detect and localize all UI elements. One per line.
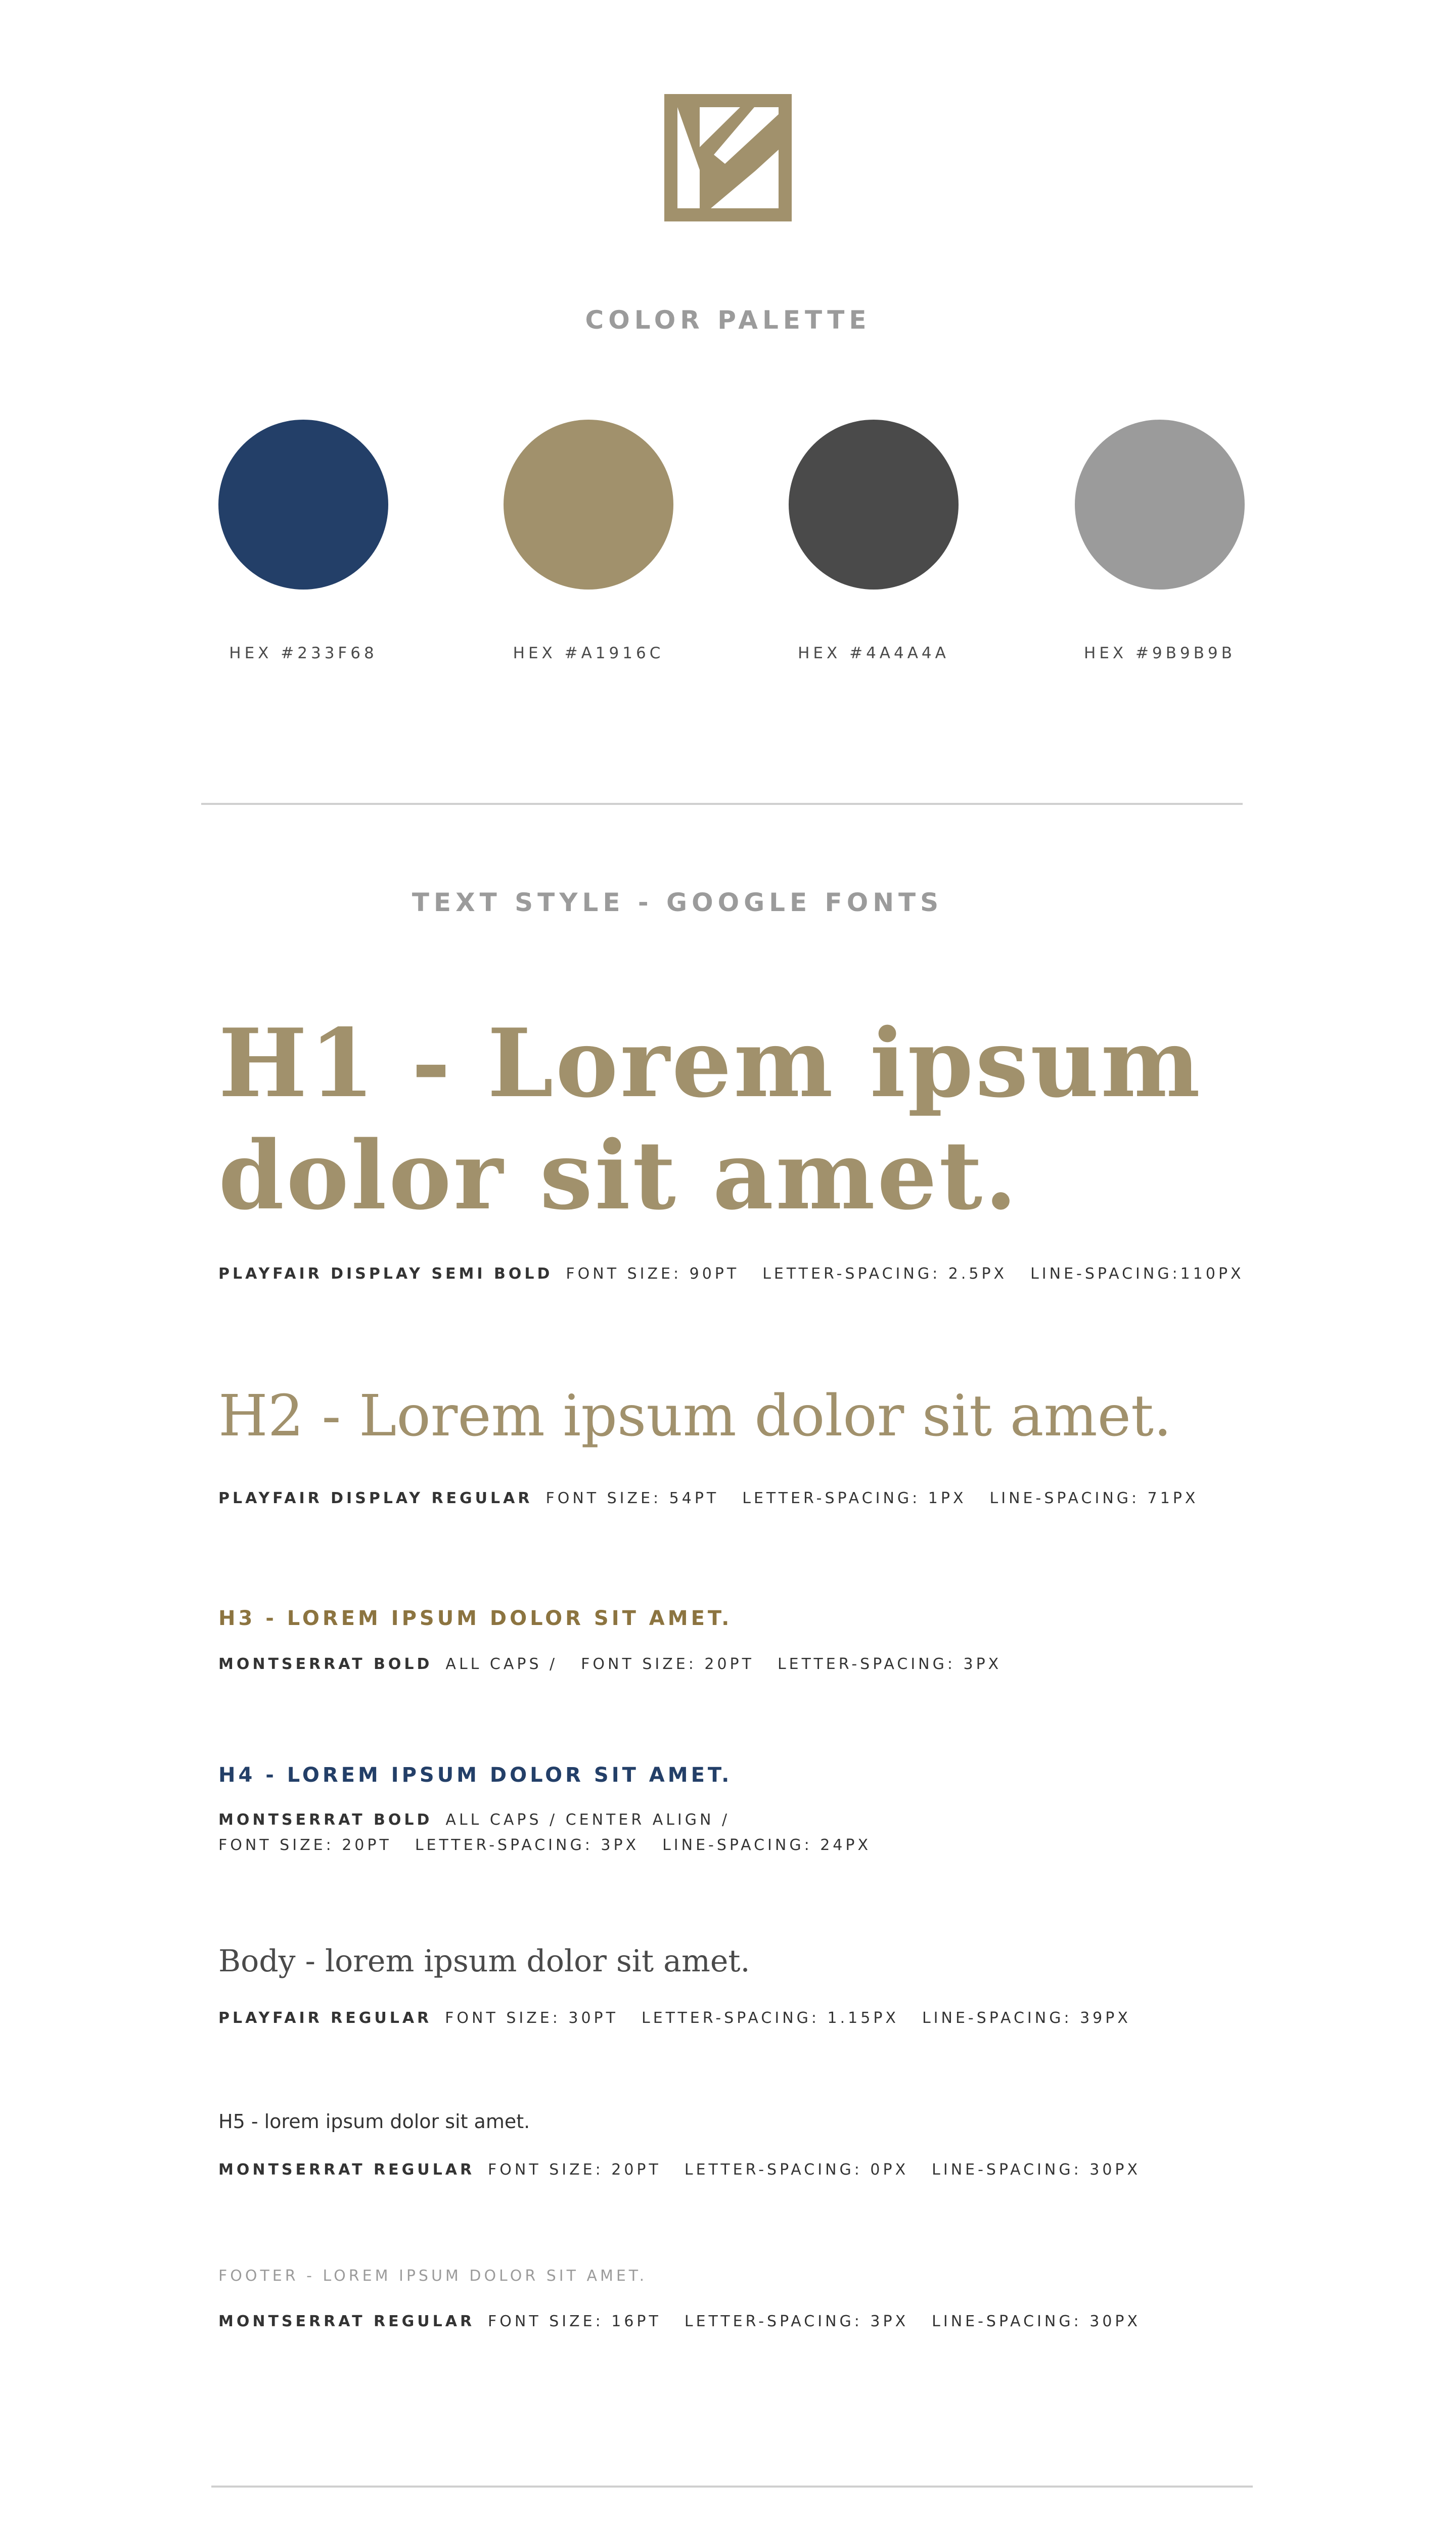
h3-sample: H3 - LOREM IPSUM DOLOR SIT AMET. (218, 1607, 733, 1630)
section-divider (201, 803, 1243, 805)
h1-font: PLAYFAIR DISPLAY SEMI BOLD (218, 1265, 553, 1283)
body-spec (218, 2009, 1154, 2027)
footer-line: LINE-SPACING: 30PX (932, 2313, 1141, 2330)
color-swatch-charcoal (789, 420, 959, 590)
h4-spec-line2 (218, 1836, 894, 1854)
h5-letter: LETTER-SPACING: 0PX (684, 2161, 909, 2179)
h2-line: LINE-SPACING: 71PX (989, 1489, 1199, 1507)
body-letter: LETTER-SPACING: 1.15PX (641, 2009, 899, 2027)
color-swatch-gold (504, 420, 673, 590)
h4-sample: H4 - LOREM IPSUM DOLOR SIT AMET. (218, 1764, 733, 1787)
h4-spec-line1 (218, 1811, 753, 1829)
h5-font: MONTSERRAT REGULAR (218, 2161, 475, 2179)
monogram-logo-icon (664, 94, 792, 221)
h1-letter: LETTER-SPACING: 2.5PX (762, 1265, 1008, 1283)
body-font: PLAYFAIR REGULAR (218, 2009, 432, 2027)
color-hex-gold: HEX #A1916C (513, 644, 664, 662)
h3-caps: ALL CAPS / (445, 1655, 558, 1673)
footer-size: FONT SIZE: 16PT (488, 2313, 661, 2330)
color-hex-charcoal: HEX #4A4A4A (798, 644, 949, 662)
text-style-title: TEXT STYLE - GOOGLE FONTS (412, 888, 943, 917)
h4-font: MONTSERRAT BOLD (218, 1811, 433, 1829)
color-swatch-navy (218, 420, 388, 590)
h2-letter: LETTER-SPACING: 1PX (742, 1489, 967, 1507)
h3-spec (218, 1655, 1025, 1673)
footer-font: MONTSERRAT REGULAR (218, 2313, 475, 2330)
h3-letter: LETTER-SPACING: 3PX (777, 1655, 1002, 1673)
h1-size: FONT SIZE: 90PT (566, 1265, 740, 1283)
body-sample: Body - lorem ipsum dolor sit amet. (218, 1944, 750, 1979)
h4-line: LINE-SPACING: 24PX (662, 1836, 872, 1854)
h1-line: LINE-SPACING:110PX (1030, 1265, 1244, 1283)
body-size: FONT SIZE: 30PT (445, 2009, 618, 2027)
h1-sample-line2: dolor sit amet. (218, 1120, 1019, 1231)
h2-spec (218, 1489, 1221, 1507)
h1-sample (218, 1007, 1202, 1232)
color-swatch-gray (1075, 420, 1245, 590)
h2-font: PLAYFAIR DISPLAY REGULAR (218, 1489, 533, 1507)
footer-spec (218, 2313, 1164, 2330)
h5-sample: H5 - lorem ipsum dolor sit amet. (218, 2110, 530, 2133)
h4-caps: ALL CAPS / CENTER ALIGN / (445, 1811, 731, 1829)
h4-size: FONT SIZE: 20PT (218, 1836, 392, 1854)
footer-letter: LETTER-SPACING: 3PX (684, 2313, 909, 2330)
h4-letter: LETTER-SPACING: 3PX (415, 1836, 640, 1854)
color-hex-navy: HEX #233F68 (229, 644, 378, 662)
h5-size: FONT SIZE: 20PT (488, 2161, 661, 2179)
color-palette-title: COLOR PALETTE (585, 305, 871, 335)
h2-size: FONT SIZE: 54PT (545, 1489, 719, 1507)
h5-spec (218, 2161, 1164, 2179)
footer-sample: FOOTER - LOREM IPSUM DOLOR SIT AMET. (218, 2267, 648, 2285)
h2-sample: H2 - Lorem ipsum dolor sit amet. (218, 1383, 1172, 1449)
section-divider (211, 2486, 1253, 2488)
h1-spec (218, 1265, 1267, 1283)
h3-size: FONT SIZE: 20PT (581, 1655, 754, 1673)
h1-sample-line1: H1 - Lorem ipsum (218, 1008, 1203, 1118)
color-hex-gray: HEX #9B9B9B (1084, 644, 1236, 662)
h5-line: LINE-SPACING: 30PX (932, 2161, 1141, 2179)
body-line: LINE-SPACING: 39PX (922, 2009, 1131, 2027)
h3-font: MONTSERRAT BOLD (218, 1655, 433, 1673)
brand-logo (664, 94, 792, 221)
